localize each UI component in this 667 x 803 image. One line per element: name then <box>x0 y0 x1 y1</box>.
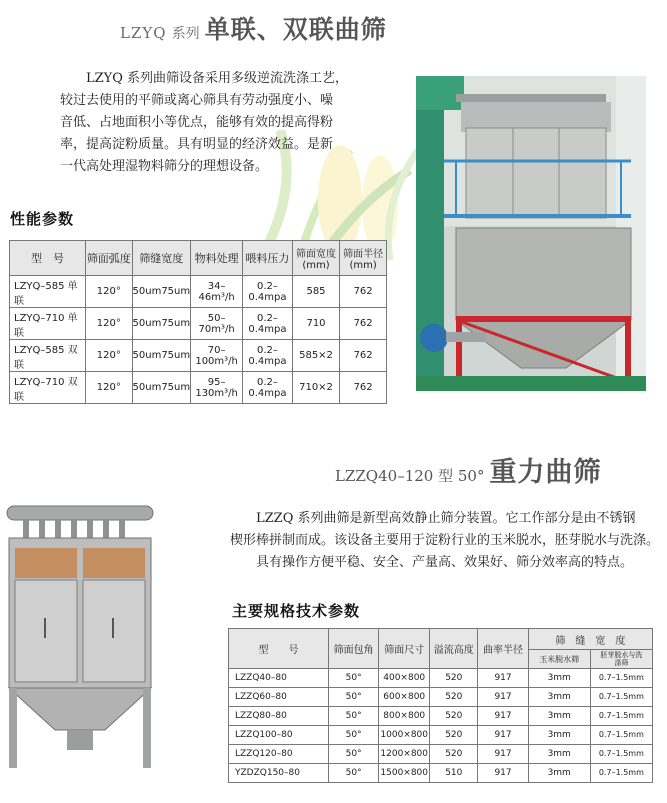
cell: 585 <box>292 276 339 308</box>
cell: 3mm <box>528 764 590 783</box>
cell: 600×800 <box>379 688 430 707</box>
section1-title-main: 单联、双联曲筛 <box>204 15 387 44</box>
col-header: 筛面宽度 (mm) <box>292 241 339 276</box>
cell-model: YZDZQ150–80 <box>229 764 329 783</box>
cell-model: LZYQ–585 双联 <box>10 340 86 372</box>
cell: 3mm <box>528 688 590 707</box>
cell: 1000×800 <box>379 726 430 745</box>
section1-desc-line: 率，提高淀粉质量。具有明显的经济效益。是新 <box>60 137 334 152</box>
col-header-group: 筛 缝 宽 度 <box>528 629 652 650</box>
product-photo-lzyq <box>416 76 646 391</box>
cell: 50° <box>329 745 379 764</box>
table-row <box>10 372 387 404</box>
section2-title-main: 重力曲筛 <box>489 457 602 488</box>
table-row <box>10 308 387 340</box>
section2-desc-line: LZZQ 系列曲筛是新型高效静止筛分装置。它工作部分是由不锈钢 <box>256 511 636 526</box>
cell: 50° <box>329 764 379 783</box>
cell: 120° <box>86 308 132 340</box>
cell: 3mm <box>528 707 590 726</box>
section2-desc-line: 具有操作方便平稳、安全、产量高、效果好、筛分效率高的特点。 <box>256 555 634 570</box>
cell: 0.7–1.5mm <box>590 726 652 745</box>
cell: 0.7–1.5mm <box>590 764 652 783</box>
col-header: 筛面尺寸 <box>379 629 430 669</box>
cell: 1500×800 <box>379 764 430 783</box>
col-header: 筛面半径 (mm) <box>340 241 387 276</box>
spec-heading: 主要规格技术参数 <box>232 602 361 620</box>
cell: 520 <box>430 669 478 688</box>
cell-model: LZZQ40–80 <box>229 669 329 688</box>
cell-model: LZZQ120–80 <box>229 745 329 764</box>
col-subheader: 胚芽脱水与洗 涤筛 <box>590 650 652 669</box>
table-header-row <box>10 241 387 276</box>
col-subheader: 玉米脱水筛 <box>528 650 590 669</box>
cell: 95–130m³/h <box>191 372 243 404</box>
cell: 917 <box>478 726 528 745</box>
cell: 800×800 <box>379 707 430 726</box>
section2-title <box>335 450 602 489</box>
section1-title-series: 系列 <box>171 26 200 42</box>
cell: 120° <box>86 340 132 372</box>
cell: 917 <box>478 745 528 764</box>
cell: 50–70m³/h <box>191 308 243 340</box>
col-header: 筛面弧度 <box>86 241 132 276</box>
table-row <box>229 726 653 745</box>
cell: 50° <box>329 726 379 745</box>
cell: 510 <box>430 764 478 783</box>
cell: 710 <box>292 308 339 340</box>
section1-title <box>120 10 387 46</box>
table-header-row <box>229 629 653 650</box>
table-row <box>229 669 653 688</box>
cell-model: LZZQ80–80 <box>229 707 329 726</box>
cell-model: LZYQ–585 单联 <box>10 276 86 308</box>
section1-desc-line: 较过去使用的平筛或离心筛具有劳动强度小、噪 <box>60 93 334 108</box>
cell: 3mm <box>528 726 590 745</box>
cell: 0.2–0.4mpa <box>243 276 293 308</box>
cell: 762 <box>340 276 387 308</box>
cell: 50um75um <box>132 340 191 372</box>
cell: 0.2–0.4mpa <box>243 340 293 372</box>
cell-model: LZZQ100–80 <box>229 726 329 745</box>
table-row <box>10 340 387 372</box>
cell: 520 <box>430 726 478 745</box>
cell: 400×800 <box>379 669 430 688</box>
cell: 120° <box>86 372 132 404</box>
cell-model: LZYQ–710 双联 <box>10 372 86 404</box>
cell: 50um75um <box>132 308 191 340</box>
cell: 0.7–1.5mm <box>590 688 652 707</box>
product-photo-lzzq <box>5 498 155 773</box>
section1-title-latin: LZYQ <box>120 24 167 42</box>
cell: 34–46m³/h <box>191 276 243 308</box>
cell: 520 <box>430 688 478 707</box>
col-header: 筛面包角 <box>329 629 379 669</box>
performance-table <box>9 240 387 404</box>
cell: 70–100m³/h <box>191 340 243 372</box>
col-header: 溢流高度 <box>430 629 478 669</box>
table-row <box>229 707 653 726</box>
cell: 50° <box>329 669 379 688</box>
table-row <box>229 764 653 783</box>
cell: 0.2–0.4mpa <box>243 308 293 340</box>
spec-table <box>228 628 653 783</box>
performance-heading: 性能参数 <box>10 210 75 228</box>
cell: 0.7–1.5mm <box>590 707 652 726</box>
cell: 50° <box>329 707 379 726</box>
col-header: 筛缝宽度 <box>132 241 191 276</box>
cell: 520 <box>430 745 478 764</box>
section2-desc-line: 楔形棒拼制而成。该设备主要用于淀粉行业的玉米脱水，胚芽脱水与洗涤。 <box>230 533 660 548</box>
col-header: 型 号 <box>229 629 329 669</box>
cell: 917 <box>478 764 528 783</box>
cell-model: LZYQ–710 单联 <box>10 308 86 340</box>
col-header: 曲率半径 <box>478 629 528 669</box>
cell: 520 <box>430 707 478 726</box>
cell-model: LZZQ60–80 <box>229 688 329 707</box>
cell: 762 <box>340 340 387 372</box>
cell: 0.7–1.5mm <box>590 745 652 764</box>
col-header: 物料处理 <box>191 241 243 276</box>
cell: 585×2 <box>292 340 339 372</box>
cell: 50um75um <box>132 372 191 404</box>
cell: 50um75um <box>132 276 191 308</box>
col-header: 型 号 <box>10 241 86 276</box>
table-row <box>229 745 653 764</box>
section1-description <box>60 68 375 178</box>
cell: 1200×800 <box>379 745 430 764</box>
cell: 917 <box>478 707 528 726</box>
section2-description <box>230 508 660 574</box>
cell: 50° <box>329 688 379 707</box>
cell: 917 <box>478 688 528 707</box>
cell: 762 <box>340 308 387 340</box>
section2-title-latin: LZZQ40–120 型 50° <box>335 467 485 485</box>
section1-desc-line: LZYQ 系列曲筛设备采用多级逆流洗涤工艺， <box>86 71 349 86</box>
cell: 710×2 <box>292 372 339 404</box>
section1-desc-line: 音低、占地面积小等优点，能够有效的提高得粉 <box>60 115 334 130</box>
cell: 3mm <box>528 669 590 688</box>
cell: 120° <box>86 276 132 308</box>
cell: 0.2–0.4mpa <box>243 372 293 404</box>
cell: 0.7–1.5mm <box>590 669 652 688</box>
col-header: 喂料压力 <box>243 241 293 276</box>
cell: 917 <box>478 669 528 688</box>
cell: 3mm <box>528 745 590 764</box>
cell: 762 <box>340 372 387 404</box>
section1-desc-line: 一代高处理湿物料筛分的理想设备。 <box>60 159 269 174</box>
table-row <box>10 276 387 308</box>
table-row <box>229 688 653 707</box>
